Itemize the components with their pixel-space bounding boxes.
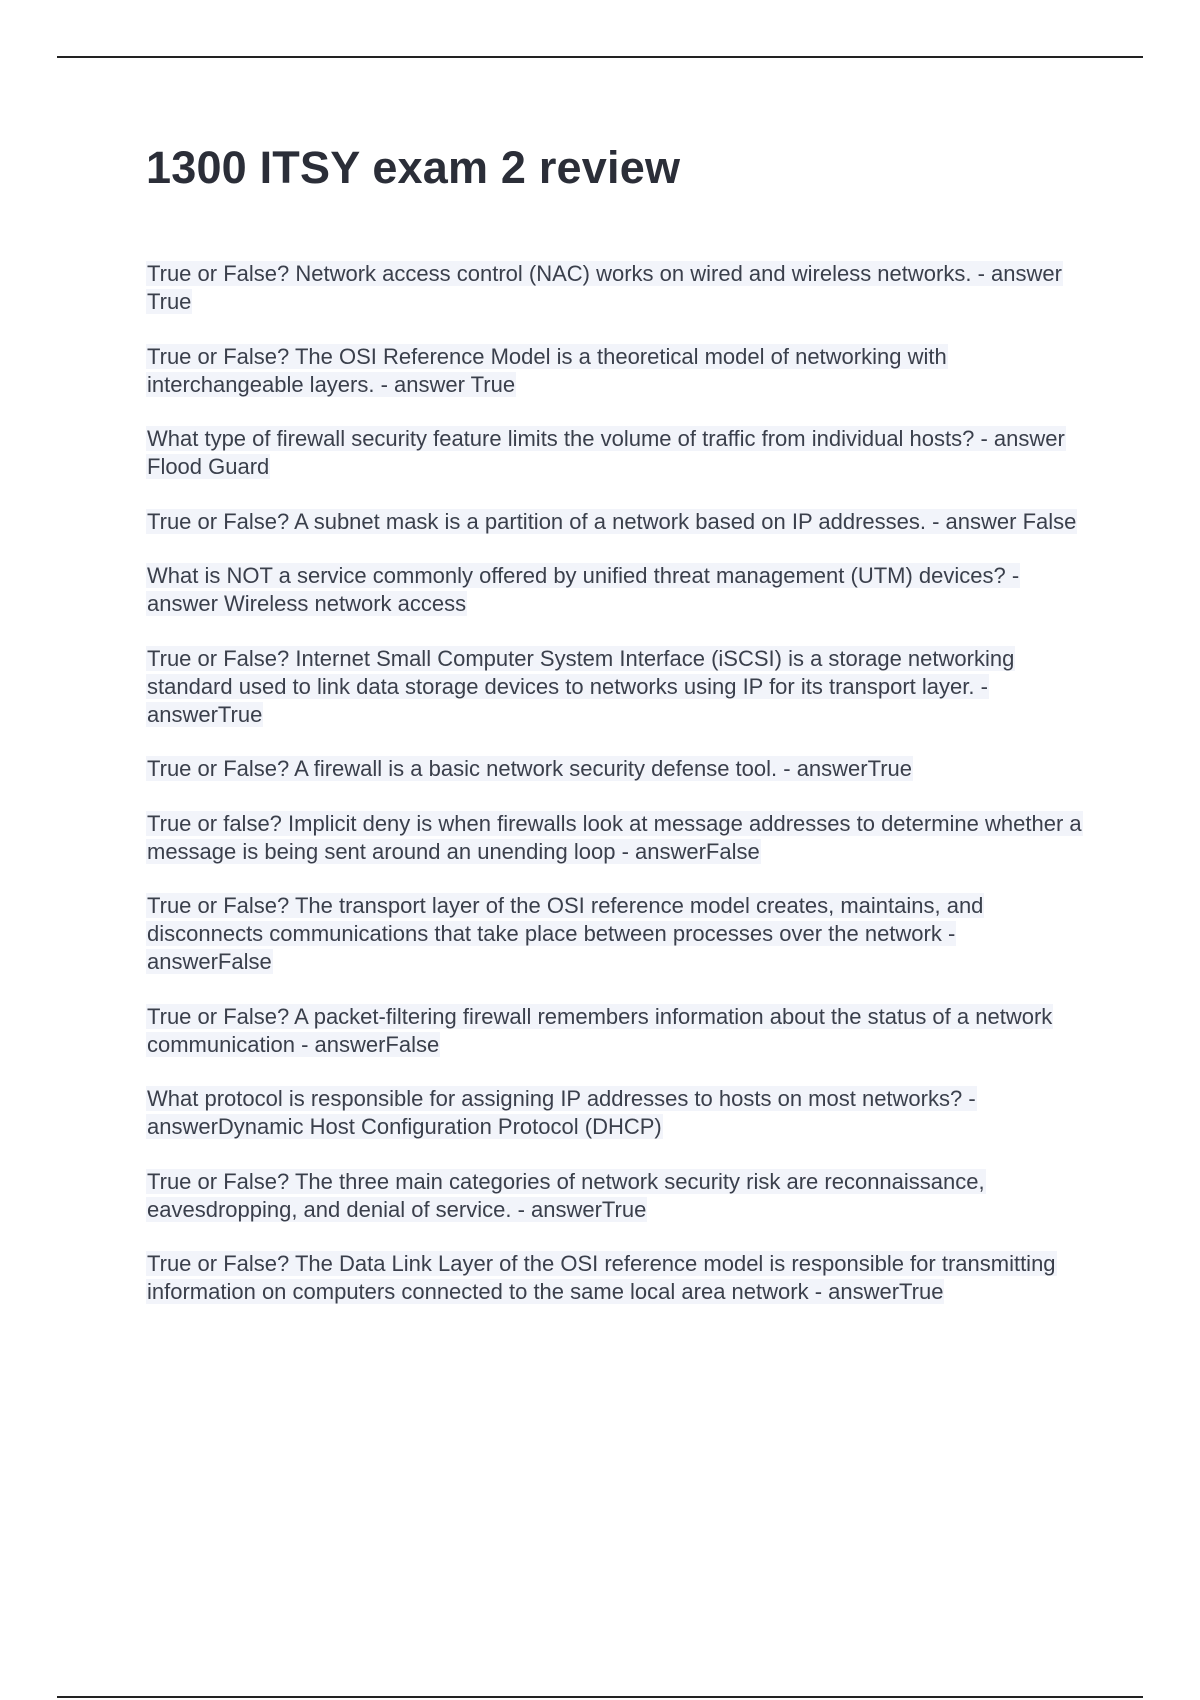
qa-text: True or False? A packet-filtering firewall remembers information about the status of a network communication - answerFalse: [147, 1003, 1053, 1057]
qa-text: True or False? The Data Link Layer of the OSI reference model is responsible for transmitting information on computers connected to the same local area network - answerTrue: [147, 1251, 1056, 1304]
qa-item: [146, 810, 1086, 866]
qa-item: [146, 343, 1086, 399]
qa-item: [146, 645, 1086, 729]
qa-item: [146, 562, 1086, 618]
qa-text: True or False? The OSI Reference Model is a theoretical model of networking with interchangeable layers. - answer True: [147, 343, 947, 397]
qa-text: What protocol is responsible for assigning IP addresses to hosts on most networks? - answerDynamic Host Configuration Protocol (DHCP): [147, 1086, 976, 1139]
qa-item: [146, 508, 1086, 536]
qa-text: What is NOT a service commonly offered by unified threat management (UTM) devices? - answer Wireless network access: [147, 563, 1020, 616]
qa-item: [146, 892, 1086, 976]
bottom-rule: [57, 1696, 1143, 1698]
qa-text: True or False? A subnet mask is a partition of a network based on IP addresses. - answer False: [147, 508, 1077, 534]
qa-text: What type of firewall security feature limits the volume of traffic from individual hosts? - answer Flood Guard: [147, 426, 1065, 479]
qa-text: True or False? The three main categories of network security risk are reconnaissance, eavesdropping, and denial of service. - answerTrue: [147, 1168, 985, 1222]
qa-item: [146, 1168, 1086, 1224]
document-title: 1300 ITSY exam 2 review: [146, 142, 681, 193]
qa-text: True or False? Internet Small Computer System Interface (iSCSI) is a storage networking standard used to link data storage devices to networks using IP for its transport layer. - answerTrue: [147, 645, 1015, 727]
qa-item: [146, 1085, 1086, 1141]
qa-item: [146, 755, 1086, 783]
qa-text: True or False? The transport layer of the OSI reference model creates, maintains, and disconnects communications that take place between processes over the network - answerFalse: [147, 893, 984, 974]
qa-list: [146, 260, 1086, 1306]
qa-text: True or False? Network access control (NAC) works on wired and wireless networks. - answer True: [147, 261, 1062, 314]
qa-item: [146, 1003, 1086, 1059]
document-body: [146, 140, 1086, 1333]
qa-text: True or False? A firewall is a basic network security defense tool. - answerTrue: [147, 756, 913, 781]
qa-text: True or false? Implicit deny is when firewalls look at message addresses to determine whether a message is being sent around an unending loop - answerFalse: [147, 810, 1082, 864]
top-rule: [57, 56, 1143, 58]
qa-item: [146, 425, 1086, 481]
qa-item: [146, 260, 1086, 316]
qa-item: [146, 1250, 1086, 1306]
